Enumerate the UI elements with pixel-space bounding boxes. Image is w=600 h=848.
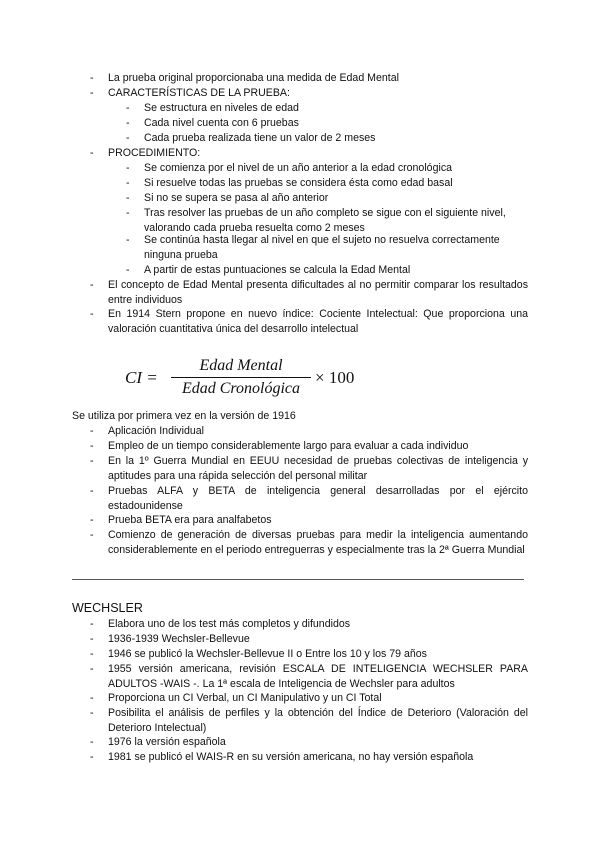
- formula-denominator: Edad Cronológica: [181, 380, 301, 397]
- sub-list-item: - Se continúa hasta llegar al nivel en que el sujeto no resuelva correctamente ninguna prueba: [144, 233, 528, 263]
- list-item-procedimiento: - PROCEDIMIENTO:: [108, 146, 528, 161]
- sub-list-item: - Cada nivel cuenta con 6 pruebas: [144, 116, 528, 131]
- list-item: - En 1914 Stern propone en nuevo índice: Cociente Intelectual: Que proporciona una valoración cuantitativa única del desarrollo intelectual: [108, 307, 528, 337]
- list-item: - 1955 versión americana, revisión ESCALA DE INTELIGENCIA WECHSLER PARA ADULTOS -WAIS -. La 1ª escala de Inteligencia de Wechsler para adultos: [108, 662, 528, 692]
- list-item: - Aplicación Individual: [108, 424, 528, 439]
- sub-list-item: - Se estructura en niveles de edad: [144, 101, 528, 116]
- list-item: - 1946 se publicó la Wechsler-Bellevue II o Entre los 10 y los 79 años: [108, 647, 528, 662]
- list-item-caracteristicas: - CARACTERÍSTICAS DE LA PRUEBA:: [108, 86, 528, 101]
- list-item: - Empleo de un tiempo considerablemente largo para evaluar a cada individuo: [108, 439, 528, 454]
- horizontal-divider: [72, 579, 524, 580]
- list-item: - Pruebas ALFA y BETA de inteligencia general desarrolladas por el ejército estadounidense: [108, 484, 528, 514]
- sub-list-item: - Si no se supera se pasa al año anterior: [144, 191, 528, 206]
- fraction-bar: [171, 377, 311, 378]
- list-item: - Comienzo de generación de diversas pruebas para medir la inteligencia aumentando considerablemente en el periodo entreguerras y especialmente tras la 2ª Guerra Mundial: [108, 528, 528, 558]
- sub-list-item: - A partir de estas puntuaciones se calcula la Edad Mental: [144, 263, 528, 278]
- sub-list-item: - Tras resolver las pruebas de un año completo se sigue con el siguiente nivel, valorando cada prueba resuelta como 2 meses: [144, 206, 528, 236]
- list-item: - El concepto de Edad Mental presenta dificultades al no permitir comparar los resultados entre individuos: [108, 278, 528, 308]
- list-item: - 1936-1939 Wechsler-Bellevue: [108, 632, 528, 647]
- sub-list-item: - Si resuelve todas las pruebas se considera ésta como edad basal: [144, 176, 528, 191]
- list-item: - Posibilita el análisis de perfiles y la obtención del Índice de Deterioro (Valoración del Deterioro Intelectual): [108, 706, 528, 736]
- list-item: - Proporciona un CI Verbal, un CI Manipulativo y un CI Total: [108, 691, 528, 706]
- paragraph-intro: Se utiliza por primera vez en la versión de 1916: [72, 410, 296, 422]
- list-item: - La prueba original proporcionaba una medida de Edad Mental: [108, 71, 528, 86]
- list-item: - Elabora uno de los test más completos y difundidos: [108, 617, 528, 632]
- formula-numerator: Edad Mental: [199, 357, 283, 374]
- list-item: - En la 1º Guerra Mundial en EEUU necesidad de pruebas colectivas de inteligencia y aptitudes para una rápida selección del personal militar: [108, 454, 528, 484]
- list-item: - 1976 la versión española: [108, 735, 528, 750]
- formula-lhs: CI =: [125, 368, 158, 387]
- list-item: - 1981 se publicó el WAIS-R en su versión americana, no hay versión española: [108, 750, 528, 765]
- section-heading-wechsler: WECHSLER: [72, 601, 143, 615]
- list-item: - Prueba BETA era para analfabetos: [108, 513, 528, 528]
- sub-list-item: - Se comienza por el nivel de un año anterior a la edad cronológica: [144, 161, 528, 176]
- formula-multiplier: × 100: [315, 368, 355, 387]
- sub-list-item: - Cada prueba realizada tiene un valor de 2 meses: [144, 131, 528, 146]
- formula-fraction: [171, 356, 311, 399]
